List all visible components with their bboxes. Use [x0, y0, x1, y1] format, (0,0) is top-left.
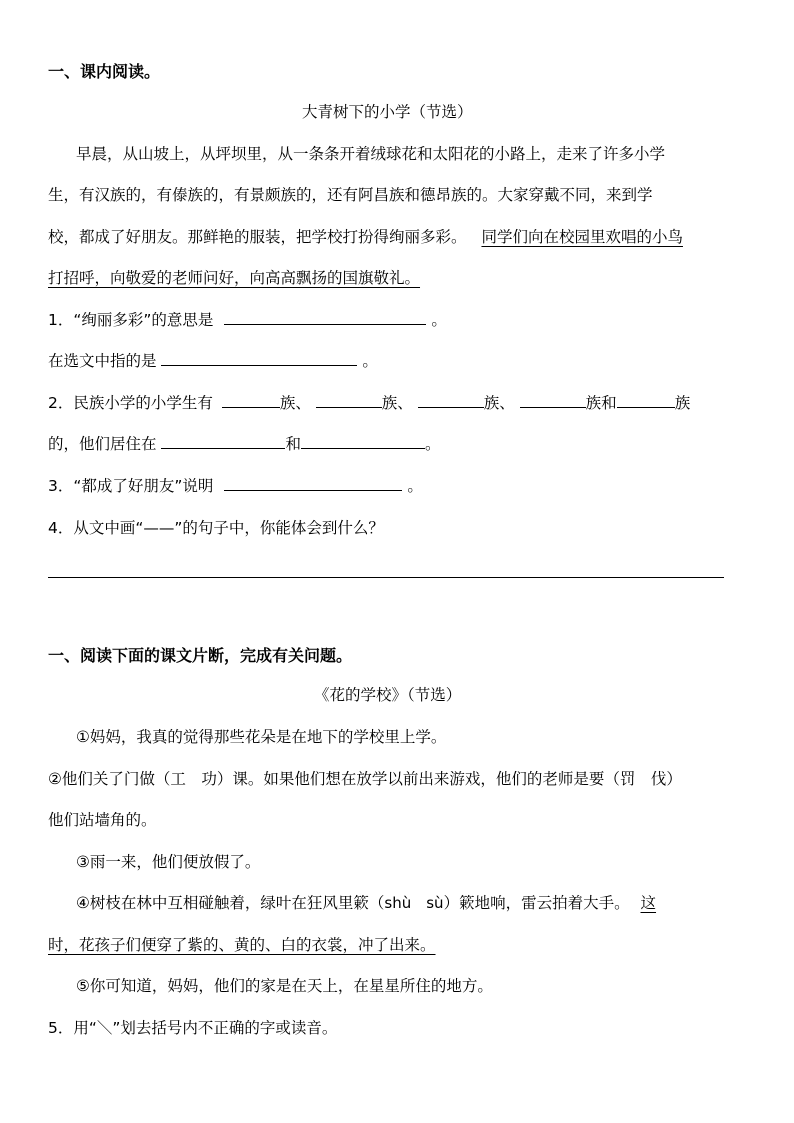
passage1-line-2: 生，有汉族的，有傣族的，有景颇族的，还有阿昌族和德昂族的。大家穿戴不同，来到学 [48, 186, 653, 204]
pinyin-choices: shù sù [384, 894, 444, 912]
section2-heading: 一、阅读下面的课文片断，完成有关问题。 [48, 646, 353, 665]
zu-label: 族、 [483, 394, 515, 412]
passage2-title: 《花的学校》（节选） [314, 686, 462, 704]
passage1-title: 大青树下的小学（节选） [302, 103, 473, 121]
section1-heading: 一、课内阅读。 [48, 62, 161, 81]
question-2b-text: 的，他们居住在 [48, 435, 157, 453]
question-3 [48, 475, 423, 497]
passage2-paragraph-3: ③雨一来，他们便放假了。 [76, 853, 261, 871]
punctuation: 。 [431, 311, 447, 329]
zu-label: 族 [674, 394, 691, 412]
punctuation: 。 [362, 352, 378, 370]
zu-label: 族、 [279, 394, 311, 412]
passage1-line-3 [48, 226, 683, 248]
question-4: 4．从文中画“——”的句子中，你能体会到什么？ [48, 519, 384, 537]
passage1-line-4 [48, 267, 420, 289]
underlined-sentence: 时，花孩子们便穿了紫的、黄的、白的衣裳，冲了出来。 [48, 936, 436, 954]
answer-blank[interactable] [222, 392, 280, 408]
punctuation: 。 [407, 477, 423, 495]
answer-blank[interactable] [161, 350, 357, 366]
and-label: 和 [285, 435, 301, 453]
question-1b [48, 350, 378, 372]
passage1-line-3-text: 校，都成了好朋友。那鲜艳的服装，把学校打扮得绚丽多彩。 [48, 228, 467, 246]
answer-blank[interactable] [418, 392, 484, 408]
passage2-paragraph-4-line-1 [76, 892, 656, 914]
question-1b-text: 在选文中指的是 [48, 352, 157, 370]
answer-blank[interactable] [316, 392, 382, 408]
question-2 [48, 392, 690, 414]
question-1-text: 1．“绚丽多彩”的意思是 [48, 311, 214, 329]
passage2-paragraph-2-line-2: 他们站墙角的。 [48, 811, 157, 829]
zu-and-label: 族和 [585, 394, 617, 412]
paragraph-4-text: ④树枝在林中互相碰触着，绿叶在狂风里簌（ [76, 894, 385, 912]
answer-blank[interactable] [224, 475, 402, 491]
question-2-text: 2．民族小学的小学生有 [48, 394, 213, 412]
underlined-sentence-start: 这 [640, 894, 657, 912]
passage2-paragraph-2-line-1: ②他们关了门做（工 功）课。如果他们想在放学以前出来游戏，他们的老师是要（罚 伐） [48, 770, 682, 788]
passage2-paragraph-4-line-2 [48, 934, 436, 956]
answer-blank[interactable] [301, 433, 425, 449]
question-5: 5．用“＼”划去括号内不正确的字或读音。 [48, 1019, 338, 1037]
underlined-sentence-part-1: 同学们向在校园里欢唱的小鸟 [481, 228, 683, 246]
answer-blank[interactable] [617, 392, 675, 408]
passage2-paragraph-1: ①妈妈，我真的觉得那些花朵是在地下的学校里上学。 [76, 728, 447, 746]
question-1 [48, 309, 447, 331]
answer-line[interactable] [48, 577, 724, 578]
passage1-line-1: 早晨，从山坡上，从坪坝里，从一条条开着绒球花和太阳花的小路上，走来了许多小学 [76, 145, 666, 163]
question-2b [48, 433, 440, 455]
underlined-sentence-part-2: 打招呼，向敬爱的老师问好，向高高飘扬的国旗敬礼。 [48, 269, 421, 287]
question-3-text: 3．“都成了好朋友”说明 [48, 477, 214, 495]
answer-blank[interactable] [520, 392, 586, 408]
answer-blank[interactable] [161, 433, 285, 449]
paragraph-4-text-cont: ）簌地响，雷云拍着大手。 [443, 894, 630, 912]
punctuation: 。 [424, 435, 441, 453]
zu-label: 族、 [381, 394, 413, 412]
passage2-paragraph-5: ⑤你可知道，妈妈，他们的家是在天上，在星星所住的地方。 [76, 977, 493, 995]
answer-blank[interactable] [224, 309, 426, 325]
